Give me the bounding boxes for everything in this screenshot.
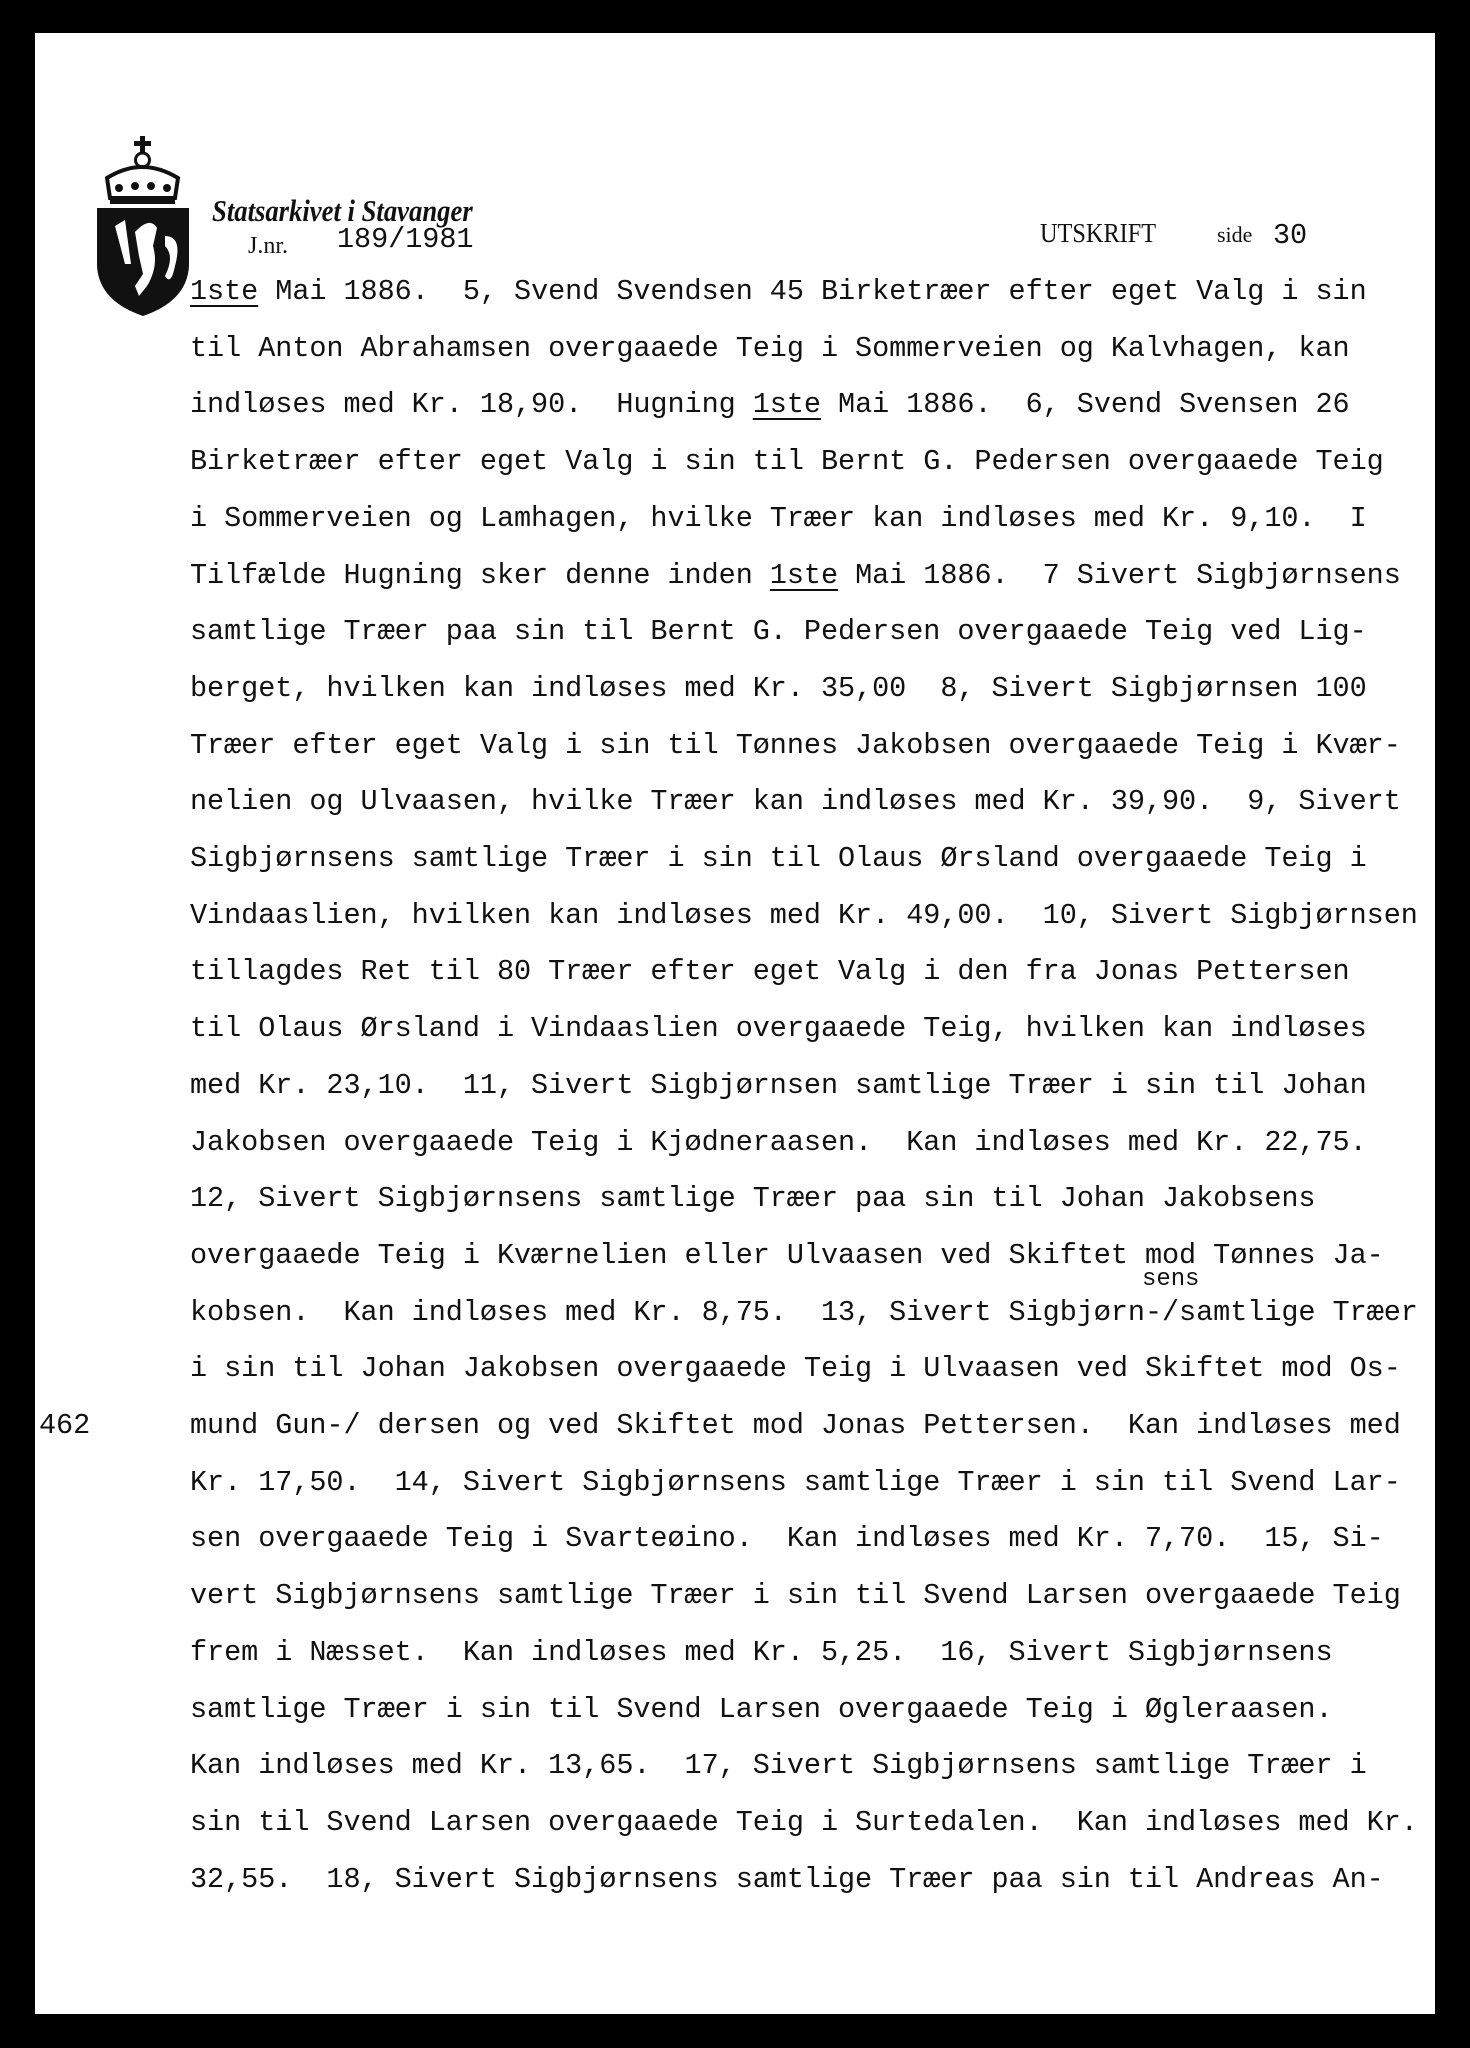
text-segment: kobsen. Kan indløses med Kr. 8,75. 13, Sivert Sigbjørn-/samtlige Træer xyxy=(190,1295,1418,1329)
text-line xyxy=(190,1069,1367,1102)
text-segment: i Sommerveien og Lamhagen, hvilke Træer kan indløses med Kr. 9,10. I xyxy=(190,501,1367,535)
text-line xyxy=(190,672,1367,705)
text-segment: Tilfælde Hugning sker denne inden xyxy=(190,558,770,592)
underlined-text: 1ste xyxy=(769,558,839,592)
document-page xyxy=(35,33,1435,2014)
jnr-label: J.nr. xyxy=(248,233,289,259)
text-line xyxy=(190,1126,1367,1159)
text-segment: samtlige Træer i sin til Svend Larsen overgaaede Teig i Øgleraasen. xyxy=(190,1692,1333,1726)
text-segment: tillagdes Ret til 80 Træer efter eget Valg i den fra Jonas Pettersen xyxy=(190,955,1350,989)
text-line xyxy=(190,445,1384,478)
text-line xyxy=(190,1749,1367,1782)
text-segment: Sigbjørnsens samtlige Træer i sin til Olaus Ørsland overgaaede Teig i xyxy=(190,842,1367,875)
side-label: side xyxy=(1217,222,1253,247)
text-segment: Mai 1886. 7 Sivert Sigbjørnsens xyxy=(838,558,1401,592)
text-segment: i sin til Johan Jakobsen overgaaede Teig i Ulvaasen ved Skiftet mod Os- xyxy=(190,1352,1401,1386)
text-line xyxy=(190,1863,1384,1896)
text-line xyxy=(190,615,1367,648)
text-line xyxy=(190,1239,1384,1272)
text-line xyxy=(190,559,1401,592)
text-line xyxy=(190,1409,1401,1442)
text-line xyxy=(190,785,1401,818)
archive-name: Statsarkivet i Stavanger xyxy=(212,193,473,228)
text-line xyxy=(190,502,1367,535)
text-segment: til Olaus Ørsland i Vindaaslien overgaaede Teig, hvilken kan indløses xyxy=(190,1012,1367,1046)
page-number: 30 xyxy=(1273,219,1308,252)
text-segment: Vindaaslien, hvilken kan indløses med Kr. 49,00. 10, Sivert Sigbjørnsen xyxy=(190,898,1418,932)
text-segment: sen overgaaede Teig i Svarteøino. Kan indløses med Kr. 7,70. 15, Si- xyxy=(190,1522,1384,1556)
text-segment: mund Gun-/ dersen og ved Skiftet mod Jonas Pettersen. Kan indløses med xyxy=(190,1409,1401,1442)
text-line xyxy=(190,1466,1401,1499)
text-line xyxy=(190,1806,1418,1839)
text-line xyxy=(190,332,1350,365)
text-line xyxy=(190,1522,1384,1555)
insertion-note: sens xyxy=(1142,1266,1200,1293)
text-line xyxy=(190,388,1350,421)
text-segment: Kan indløses med Kr. 13,65. 17, Sivert Sigbjørnsens samtlige Træer i xyxy=(190,1749,1367,1783)
text-segment: 12, Sivert Sigbjørnsens samtlige Træer paa sin til Johan Jakobsens xyxy=(190,1182,1316,1216)
text-line xyxy=(190,1296,1418,1329)
text-line xyxy=(190,1636,1333,1669)
text-segment: berget, hvilken kan indløses med Kr. 35,00 8, Sivert Sigbjørnsen 100 xyxy=(190,671,1367,705)
text-line xyxy=(190,955,1350,988)
text-line xyxy=(190,1693,1333,1726)
text-segment: sin til Svend Larsen overgaaede Teig i Surtedalen. Kan indløses med Kr. xyxy=(190,1805,1418,1839)
text-segment: 32,55. 18, Sivert Sigbjørnsens samtlige Træer paa sin til Andreas An- xyxy=(190,1862,1384,1896)
text-segment: til Anton Abrahamsen overgaaede Teig i Sommerveien og Kalvhagen, kan xyxy=(190,331,1350,365)
jnr-value: 189/1981 xyxy=(337,223,474,256)
text-segment: vert Sigbjørnsens samtlige Træer i sin til Svend Larsen overgaaede Teig xyxy=(190,1579,1401,1613)
text-line xyxy=(190,729,1401,762)
text-segment: indløses med Kr. 18,90. Hugning xyxy=(190,388,753,422)
text-segment: Træer efter eget Valg i sin til Tønnes Jakobsen overgaaede Teig i Kvær- xyxy=(190,728,1401,762)
text-line xyxy=(190,1182,1316,1215)
underlined-text: 1ste xyxy=(190,275,259,308)
utskrift-label: UTSKRIFT xyxy=(1040,218,1157,248)
text-line xyxy=(190,899,1418,932)
underlined-text: 1ste xyxy=(752,388,821,422)
text-segment: overgaaede Teig i Kværnelien eller Ulvaasen ved Skiftet mod Tønnes Ja- xyxy=(190,1238,1384,1272)
text-segment: med Kr. 23,10. 11, Sivert Sigbjørnsen samtlige Træer i sin til Johan xyxy=(190,1068,1367,1102)
text-line xyxy=(190,1352,1401,1385)
text-segment: Kr. 17,50. 14, Sivert Sigbjørnsens samtlige Træer i sin til Svend Lar- xyxy=(190,1465,1401,1499)
text-segment: Birketræer efter eget Valg i sin til Bernt G. Pedersen overgaaede Teig xyxy=(190,445,1384,479)
margin-note: 462 xyxy=(39,1409,91,1442)
text-line xyxy=(190,275,1367,308)
text-line xyxy=(190,1012,1367,1045)
coat-of-arms-icon xyxy=(95,136,191,316)
text-line xyxy=(190,1579,1401,1612)
text-segment: Mai 1886. 6, Svend Svensen 26 xyxy=(820,388,1350,422)
text-segment: Jakobsen overgaaede Teig i Kjødneraasen. Kan indløses med Kr. 22,75. xyxy=(190,1125,1367,1159)
text-segment: nelien og Ulvaasen, hvilke Træer kan indløses med Kr. 39,90. 9, Sivert xyxy=(190,785,1401,819)
text-line xyxy=(190,842,1367,875)
text-segment: frem i Næsset. Kan indløses med Kr. 5,25. 16, Sivert Sigbjørnsens xyxy=(190,1635,1333,1669)
text-segment: samtlige Træer paa sin til Bernt G. Pedersen overgaaede Teig ved Lig- xyxy=(190,615,1367,649)
text-segment: Mai 1886. 5, Svend Svendsen 45 Birketræer efter eget Valg i sin xyxy=(258,275,1367,308)
